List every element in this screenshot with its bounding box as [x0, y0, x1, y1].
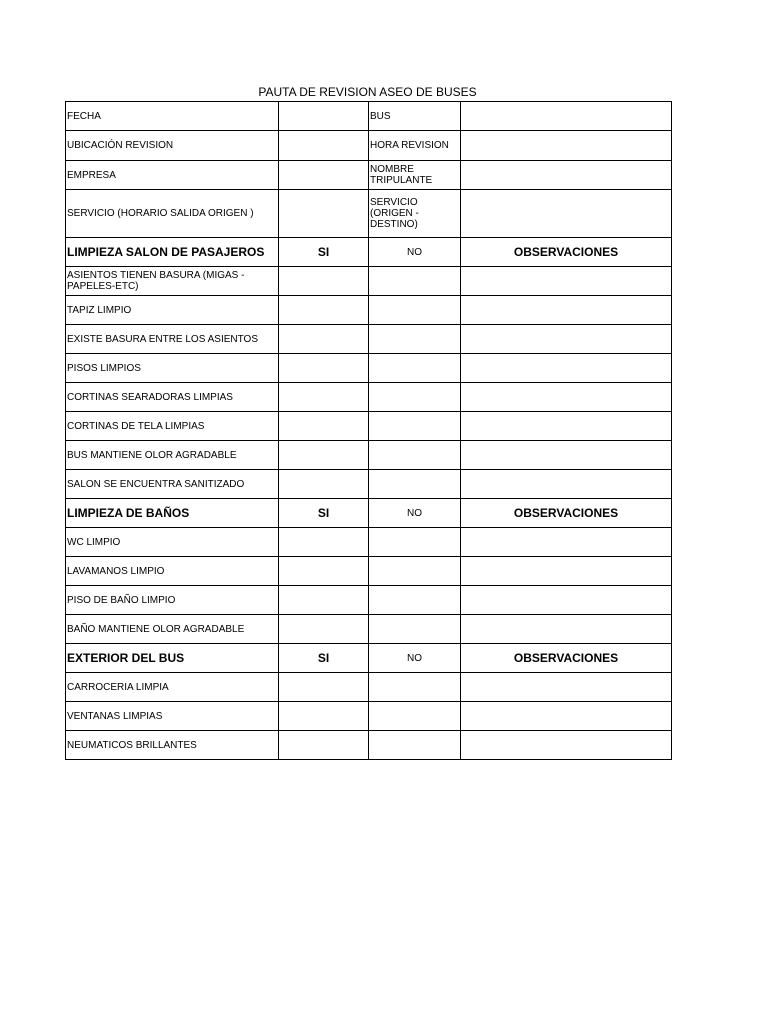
checklist-row	[66, 412, 672, 441]
fecha-label: FECHA	[66, 102, 279, 131]
no-cell[interactable]	[369, 586, 461, 615]
item-label: VENTANAS LIMPIAS	[66, 702, 279, 731]
si-cell[interactable]	[279, 557, 369, 586]
no-cell[interactable]	[369, 731, 461, 760]
col-no-header: NO	[369, 499, 461, 528]
servicio-origen-input-cell[interactable]	[461, 190, 672, 238]
no-cell[interactable]	[369, 325, 461, 354]
fecha-input-cell[interactable]	[279, 102, 369, 131]
no-cell[interactable]	[369, 470, 461, 499]
no-cell[interactable]	[369, 557, 461, 586]
item-label: BUS MANTIENE OLOR AGRADABLE	[66, 441, 279, 470]
item-label: TAPIZ LIMPIO	[66, 296, 279, 325]
header-row-ubicacion	[66, 131, 672, 161]
header-row-fecha	[66, 102, 672, 131]
col-si-header: SI	[279, 499, 369, 528]
checklist-row	[66, 586, 672, 615]
si-cell[interactable]	[279, 470, 369, 499]
item-label: WC LIMPIO	[66, 528, 279, 557]
section-header-exterior	[66, 644, 672, 673]
si-cell[interactable]	[279, 702, 369, 731]
bus-label: BUS	[369, 102, 461, 131]
item-label: CORTINAS SEARADORAS LIMPIAS	[66, 383, 279, 412]
observaciones-cell[interactable]	[461, 441, 672, 470]
item-label: PISO DE BAÑO LIMPIO	[66, 586, 279, 615]
servicio-origen-label: SERVICIO (ORIGEN -DESTINO)	[369, 190, 461, 238]
observaciones-cell[interactable]	[461, 615, 672, 644]
item-label: NEUMATICOS BRILLANTES	[66, 731, 279, 760]
checklist-row	[66, 354, 672, 383]
no-cell[interactable]	[369, 296, 461, 325]
si-cell[interactable]	[279, 383, 369, 412]
observaciones-cell[interactable]	[461, 557, 672, 586]
col-no-header: NO	[369, 238, 461, 267]
col-si-header: SI	[279, 238, 369, 267]
ubicacion-input-cell[interactable]	[279, 131, 369, 161]
item-label: PISOS LIMPIOS	[66, 354, 279, 383]
form-title: PAUTA DE REVISION ASEO DE BUSES	[258, 85, 477, 99]
item-label: CARROCERIA LIMPIA	[66, 673, 279, 702]
observaciones-cell[interactable]	[461, 702, 672, 731]
col-observaciones-header: OBSERVACIONES	[461, 499, 672, 528]
observaciones-cell[interactable]	[461, 354, 672, 383]
item-label: CORTINAS DE TELA LIMPIAS	[66, 412, 279, 441]
col-no-header: NO	[369, 644, 461, 673]
checklist-row	[66, 615, 672, 644]
empresa-label: EMPRESA	[66, 161, 279, 190]
col-observaciones-header: OBSERVACIONES	[461, 644, 672, 673]
observaciones-cell[interactable]	[461, 325, 672, 354]
si-cell[interactable]	[279, 325, 369, 354]
checklist-row	[66, 470, 672, 499]
si-cell[interactable]	[279, 586, 369, 615]
hora-input-cell[interactable]	[461, 131, 672, 161]
tripulante-input-cell[interactable]	[461, 161, 672, 190]
section-header-salon	[66, 238, 672, 267]
observaciones-cell[interactable]	[461, 267, 672, 296]
checklist-row	[66, 325, 672, 354]
checklist-row	[66, 528, 672, 557]
checklist-row	[66, 296, 672, 325]
no-cell[interactable]	[369, 441, 461, 470]
tripulante-label: NOMBRE TRIPULANTE	[369, 161, 461, 190]
col-si-header: SI	[279, 644, 369, 673]
no-cell[interactable]	[369, 354, 461, 383]
si-cell[interactable]	[279, 615, 369, 644]
si-cell[interactable]	[279, 296, 369, 325]
no-cell[interactable]	[369, 673, 461, 702]
empresa-input-cell[interactable]	[279, 161, 369, 190]
observaciones-cell[interactable]	[461, 528, 672, 557]
item-label: BAÑO MANTIENE OLOR AGRADABLE	[66, 615, 279, 644]
no-cell[interactable]	[369, 528, 461, 557]
si-cell[interactable]	[279, 441, 369, 470]
ubicacion-label: UBICACIÓN REVISION	[66, 131, 279, 161]
observaciones-cell[interactable]	[461, 673, 672, 702]
si-cell[interactable]	[279, 412, 369, 441]
servicio-horario-input-cell[interactable]	[279, 190, 369, 238]
item-label: ASIENTOS TIENEN BASURA (MIGAS - PAPELES-ETC)	[66, 267, 279, 296]
checklist-row	[66, 731, 672, 760]
si-cell[interactable]	[279, 354, 369, 383]
no-cell[interactable]	[369, 615, 461, 644]
checklist-row	[66, 441, 672, 470]
section-title: LIMPIEZA SALON DE PASAJEROS	[66, 238, 279, 267]
observaciones-cell[interactable]	[461, 470, 672, 499]
checklist-row	[66, 673, 672, 702]
no-cell[interactable]	[369, 383, 461, 412]
inspection-table	[65, 101, 672, 760]
si-cell[interactable]	[279, 731, 369, 760]
checklist-row	[66, 267, 672, 296]
checklist-row	[66, 383, 672, 412]
observaciones-cell[interactable]	[461, 412, 672, 441]
observaciones-cell[interactable]	[461, 731, 672, 760]
section-title: LIMPIEZA DE BAÑOS	[66, 499, 279, 528]
item-label: SALON SE ENCUENTRA SANITIZADO	[66, 470, 279, 499]
hora-label: HORA REVISION	[369, 131, 461, 161]
checklist-row	[66, 557, 672, 586]
checklist-row	[66, 702, 672, 731]
si-cell[interactable]	[279, 673, 369, 702]
si-cell[interactable]	[279, 528, 369, 557]
no-cell[interactable]	[369, 702, 461, 731]
item-label: LAVAMANOS LIMPIO	[66, 557, 279, 586]
bus-input-cell[interactable]	[461, 102, 672, 131]
observaciones-cell[interactable]	[461, 383, 672, 412]
header-row-empresa	[66, 161, 672, 190]
no-cell[interactable]	[369, 412, 461, 441]
si-cell[interactable]	[279, 267, 369, 296]
item-label: EXISTE BASURA ENTRE LOS ASIENTOS	[66, 325, 279, 354]
no-cell[interactable]	[369, 267, 461, 296]
observaciones-cell[interactable]	[461, 586, 672, 615]
col-observaciones-header: OBSERVACIONES	[461, 238, 672, 267]
observaciones-cell[interactable]	[461, 296, 672, 325]
servicio-horario-label: SERVICIO (HORARIO SALIDA ORIGEN )	[66, 190, 279, 238]
section-header-banos	[66, 499, 672, 528]
header-row-servicio	[66, 190, 672, 238]
section-title: EXTERIOR DEL BUS	[66, 644, 279, 673]
